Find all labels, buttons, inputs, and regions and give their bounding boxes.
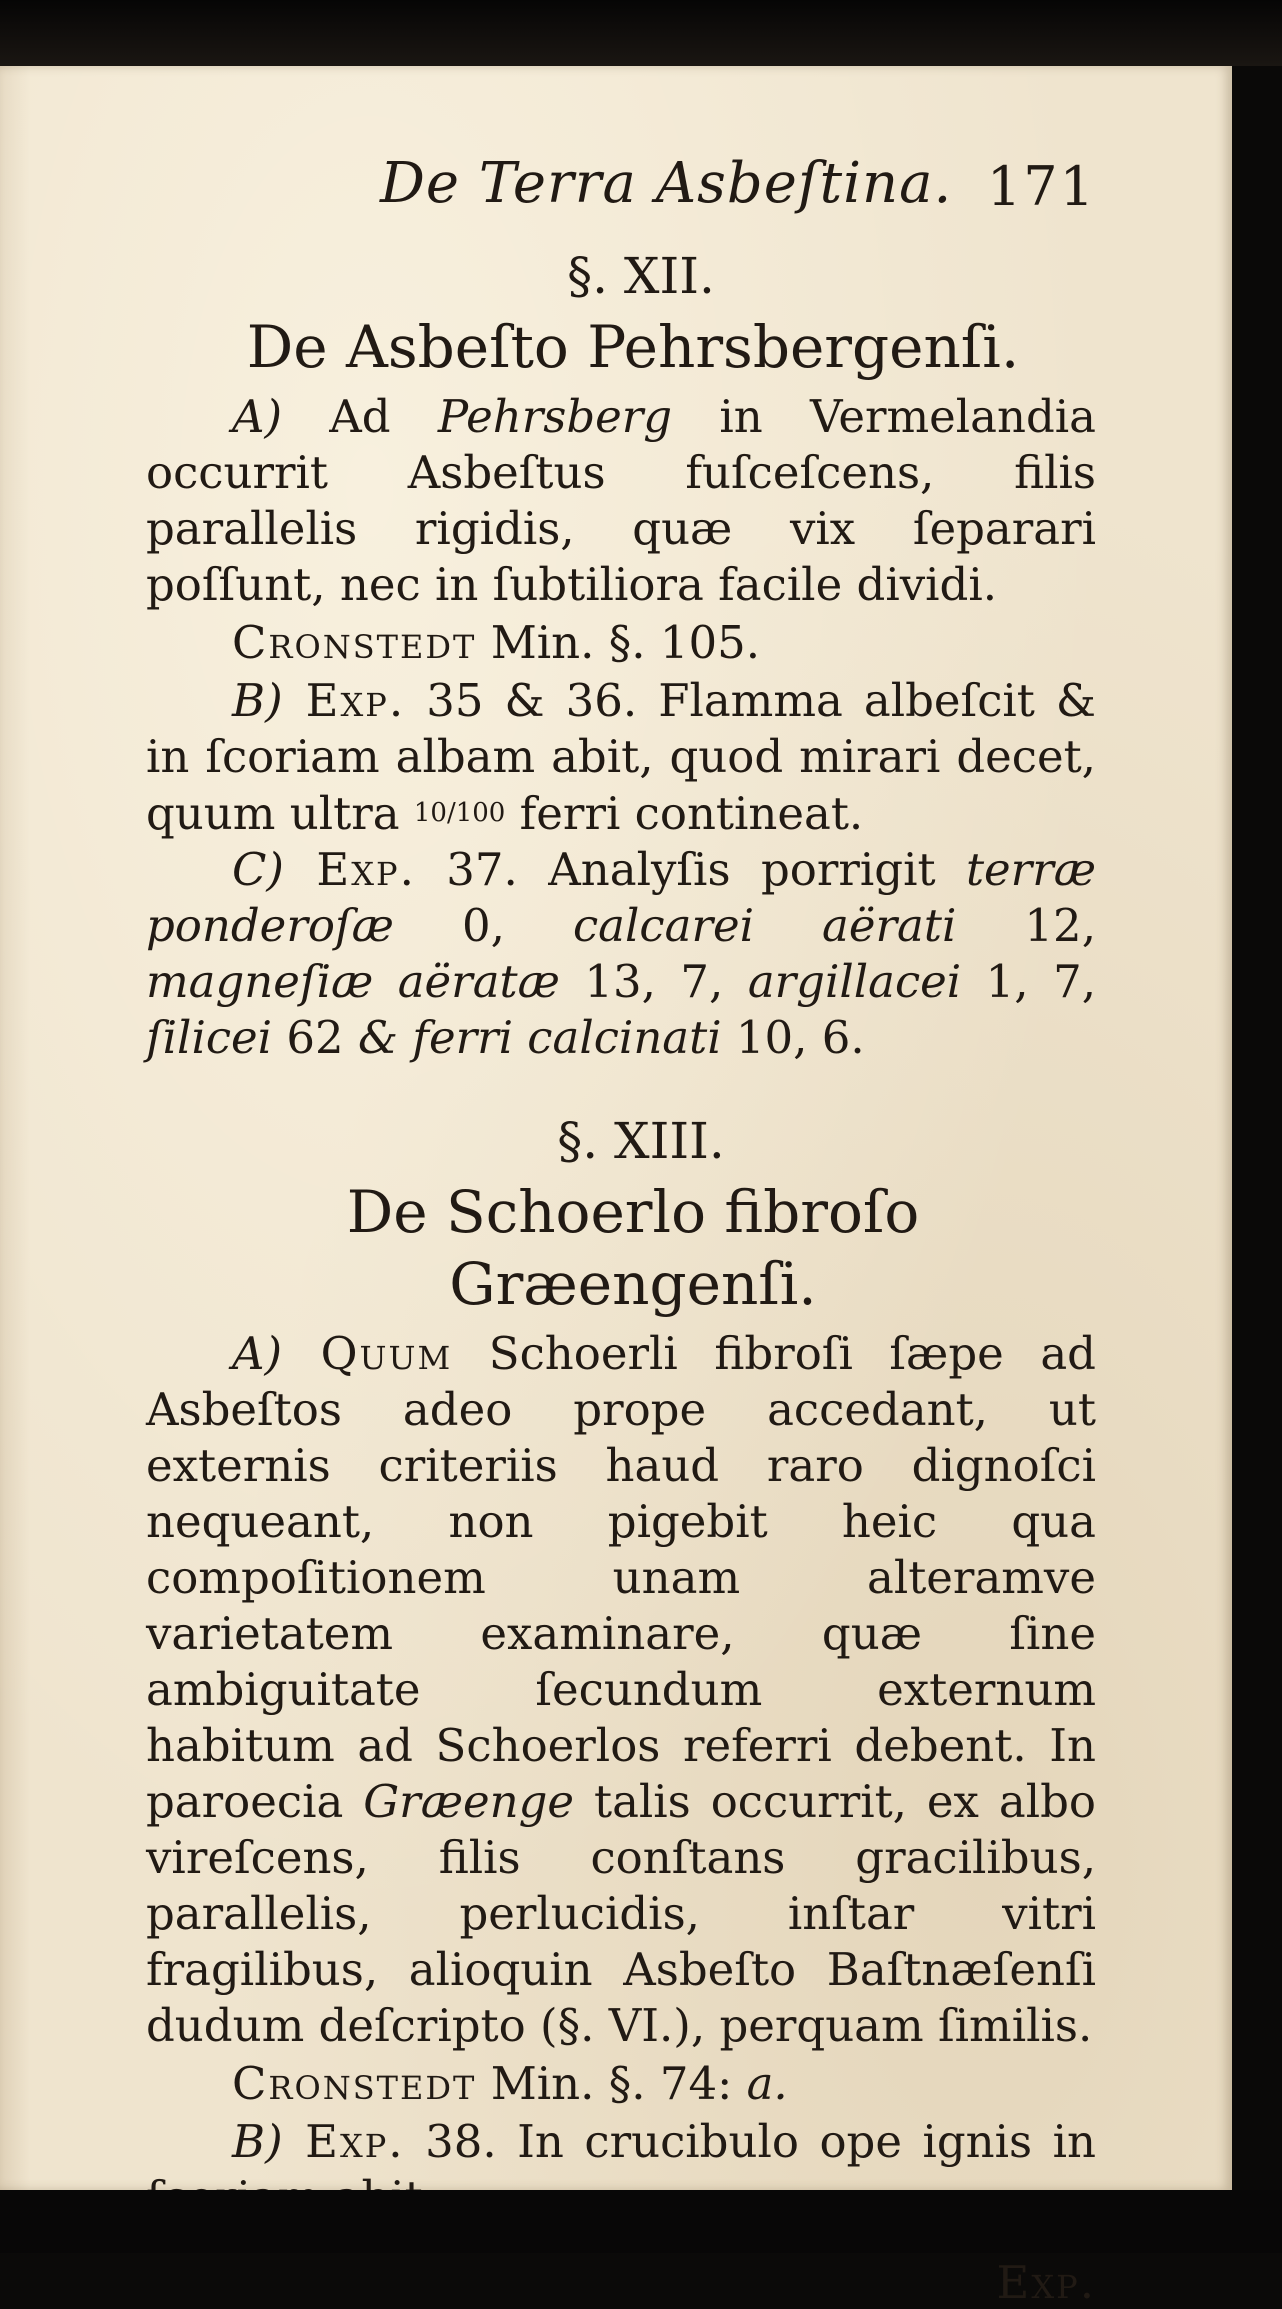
section-13-paragraph-a: [146, 1326, 1096, 2054]
section-12-paragraph-c: [146, 842, 1096, 1066]
opening-word: Quum: [282, 1327, 453, 1380]
text-run: 12,: [956, 899, 1096, 952]
paragraph-label: B): [232, 674, 283, 727]
reference-author: Cronstedt: [232, 616, 477, 669]
text-run: 35 & 36. Flamma albeſcit & in ſcoriam albam abit, quod mirari decet, quum ultra: [146, 674, 1096, 840]
text-run: in Vermelandia occurrit Asbeſtus fuſceſcens, filis parallelis rigidis, quæ vix ſeparari poſſunt, nec in ſubtiliora facile dividi.: [146, 390, 1096, 611]
section-13-title: De Schoerlo fibroſo Græengenſi.: [346, 1178, 920, 1318]
section-13-reference: [146, 2054, 1096, 2114]
reference-locus: Min. §. 74:: [476, 2057, 747, 2110]
section-13-number: §. XIII.: [557, 1112, 725, 1170]
reference-author: Cronstedt: [232, 2057, 477, 2110]
section-12-number: §. XII.: [567, 247, 715, 305]
text-run: Ad: [282, 390, 438, 443]
bottom-shadow: [0, 2190, 1282, 2253]
paragraph-label: C): [232, 843, 284, 896]
component-name: ſilicei: [146, 1011, 273, 1064]
catchword: Exp.: [996, 2256, 1096, 2309]
component-name: & ferri calcinati: [357, 1011, 722, 1064]
component-name: terræ ponderoſæ: [146, 843, 1097, 952]
section-12-title: De Asbeſto Pehrsbergenſi.: [246, 313, 1020, 381]
text-run: Schoerli fibroſi ſæpe ad Asbeſtos adeo prope accedant, ut externis criteriis haud raro dignoſci nequeant, non pigebit heic qua compoſitionem unam alteramve varietatem examinare, quæ ſine ambiguitate ſecundum externum habitum ad Schoerlos referri debent. In paroecia: [146, 1327, 1096, 1828]
exp-abbrev: Exp.: [282, 674, 406, 727]
text-run: 10, 6.: [721, 1011, 865, 1064]
section-12-paragraph-a: [146, 389, 1096, 613]
text-run: 1, 7,: [961, 955, 1096, 1008]
book-page: [0, 66, 1232, 2309]
text-run: 13, 7,: [559, 955, 748, 1008]
page-text-block: [146, 151, 1096, 2309]
reference-item: a.: [746, 2057, 788, 2110]
component-name: calcarei aërati: [572, 899, 957, 952]
text-run: 62: [272, 1011, 358, 1064]
reference-locus: Min. §. 105.: [476, 616, 761, 669]
place-name: Græenge: [363, 1775, 575, 1828]
text-run: 38. In crucibulo ope ignis in: [425, 2115, 1096, 2168]
paragraph-label: B): [232, 2115, 283, 2168]
running-head: [146, 151, 1096, 241]
place-name: Pehrsberg: [437, 390, 673, 443]
section-12-reference: [146, 613, 1096, 673]
text-run: 37. Analyſis porrigit: [415, 843, 966, 896]
component-name: magneſiæ aëratæ: [146, 955, 560, 1008]
section-spacer: [146, 1066, 1096, 1106]
page-number: 171: [986, 155, 1096, 218]
fraction: 10/100: [413, 798, 506, 828]
section-12-paragraph-b: [146, 673, 1096, 842]
text-run: 0,: [393, 899, 573, 952]
paragraph-label: A): [232, 1327, 283, 1380]
exp-abbrev: Exp.: [284, 843, 416, 896]
text-run: ferri contineat.: [505, 787, 864, 840]
page-edge-shadow: [1232, 66, 1282, 2190]
text-run: talis occurrit, ex albo vireſcens, filis conſtans gracilibus, parallelis, perlucidis, inſtar vitri fragilibus, alioquin Asbeſto Baſtnæſenſi dudum deſcripto (§. VI.), perquam ſimilis.: [146, 1775, 1096, 2052]
running-title: De Terra Asbeſtina.: [380, 151, 953, 216]
paragraph-label: A): [232, 390, 283, 443]
component-name: argillacei: [747, 955, 962, 1008]
exp-abbrev: Exp.: [282, 2115, 405, 2168]
book-spine-shadow: [0, 0, 1282, 66]
